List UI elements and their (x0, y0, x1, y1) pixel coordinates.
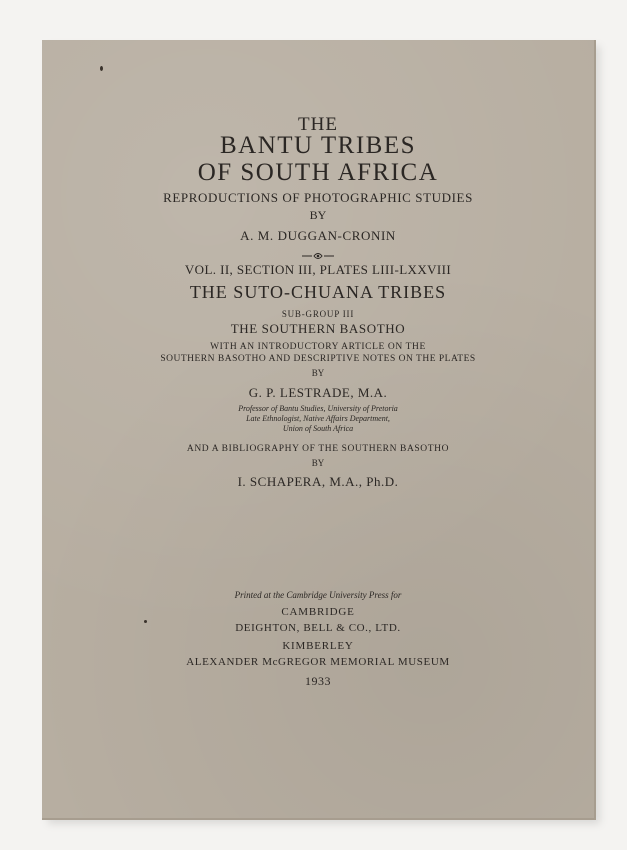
by-label-3: BY (311, 458, 325, 468)
by-label-1: BY (309, 208, 327, 222)
bibliography-line: AND A BIBLIOGRAPHY OF THE SOUTHERN BASOTHO (186, 444, 450, 454)
title-line-2: OF SOUTH AFRICA (197, 159, 439, 186)
subtitle: REPRODUCTIONS OF PHOTOGRAPHIC STUDIES (163, 190, 473, 205)
title-line-1: BANTU TRIBES (219, 132, 417, 159)
section-title: THE SUTO-CHUANA TRIBES (189, 282, 447, 302)
bibliographer: I. SCHAPERA, M.A., Ph.D. (237, 474, 399, 489)
printed-line: Printed at the Cambridge University Press for (234, 590, 402, 600)
subgroup-label: SUB-GROUP III (281, 309, 355, 319)
museum: ALEXANDER McGREGOR MEMORIAL MUSEUM (186, 656, 450, 668)
author: A. M. DUGGAN-CRONIN (240, 228, 396, 243)
intro-line-2: SOUTHERN BASOTHO AND DESCRIPTIVE NOTES ON THE PLATES (160, 354, 476, 364)
publisher: DEIGHTON, BELL & CO., LTD. (235, 622, 401, 634)
credential-3: Union of South Africa (282, 424, 354, 433)
volume-line: VOL. II, SECTION III, PLATES LIII-LXXVIII (184, 262, 452, 277)
credential-1: Professor of Bantu Studies, University of Pretoria (238, 404, 398, 413)
city-cambridge: CAMBRIDGE (281, 606, 355, 618)
speck (100, 66, 103, 71)
contributor: G. P. LESTRADE, M.A. (248, 385, 388, 400)
year: 1933 (305, 674, 331, 688)
intro-line-1: WITH AN INTRODUCTORY ARTICLE ON THE (210, 342, 426, 352)
subgroup-title: THE SOUTHERN BASOTHO (230, 321, 406, 336)
by-label-2: BY (311, 368, 325, 378)
city-kimberley: KIMBERLEY (282, 640, 354, 652)
credential-2: Late Ethnologist, Native Affairs Department, (246, 414, 390, 423)
title-the: THE (298, 114, 338, 135)
book-cover (42, 40, 596, 820)
